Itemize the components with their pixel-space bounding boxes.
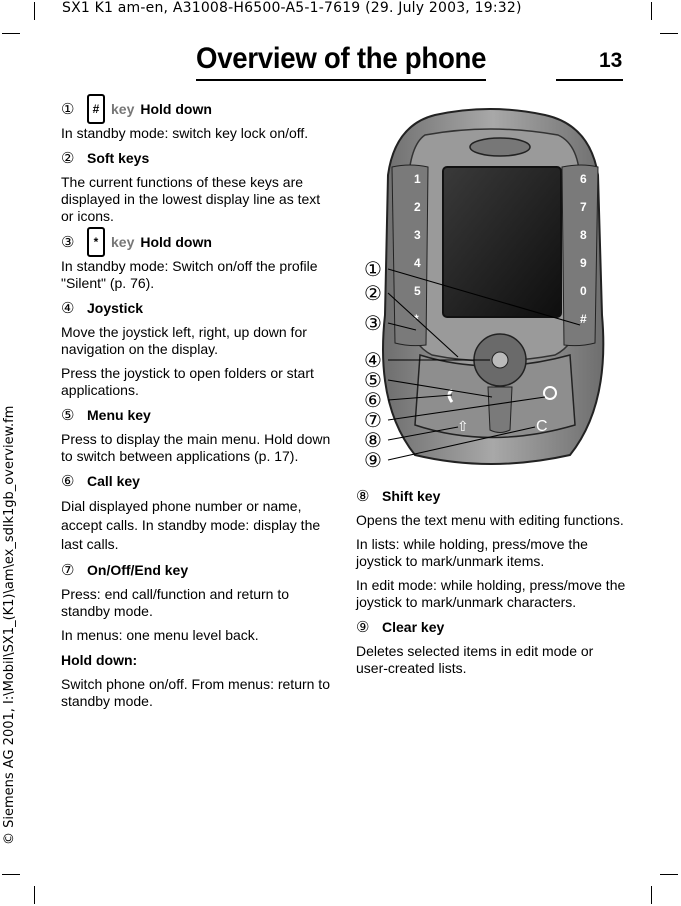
item-text: Switch phone on/off. From menus: return to standby mode. [61, 676, 330, 709]
key-7: 7 [580, 200, 587, 214]
item-text: In standby mode: switch key lock on/off. [61, 125, 309, 141]
key-6: 6 [580, 172, 587, 186]
item-title: Soft keys [87, 150, 150, 166]
crop-mark [2, 33, 20, 34]
item-title: Menu key [87, 407, 151, 423]
callout-2: ② [364, 281, 382, 305]
item-text: In edit mode: while holding, press/move the joystick to mark/unmark characters. [356, 577, 626, 610]
crop-mark [651, 886, 652, 904]
item-end-key [61, 562, 333, 644]
phone-screen [443, 167, 561, 317]
key-0: 0 [580, 284, 587, 298]
key-hash: # [580, 312, 587, 326]
key-word: key [111, 233, 135, 250]
joystick-center [492, 352, 508, 368]
hash-key-icon: # [87, 94, 105, 124]
callout-number: ⑦ [61, 562, 75, 579]
item-title: Shift key [382, 488, 441, 504]
item-soft-keys [61, 150, 333, 225]
item-menu-key [61, 407, 333, 465]
item-joystick [61, 300, 333, 399]
key-9: 9 [580, 256, 587, 270]
phone-illustration [340, 105, 640, 480]
crop-mark [2, 874, 20, 875]
callout-number: ② [61, 150, 75, 167]
item-title: Hold down [140, 100, 212, 117]
page-number-rule [556, 79, 623, 81]
callout-number: ⑧ [356, 488, 370, 505]
callout-number: ① [61, 100, 75, 118]
page-title: Overview of the phone [196, 42, 487, 75]
callout-number: ⑤ [61, 407, 75, 424]
callout-7: ⑦ [364, 408, 382, 432]
key-star: * [414, 312, 419, 326]
item-title: Joystick [87, 300, 144, 316]
item-silent-key [61, 233, 333, 292]
callout-6: ⑥ [364, 388, 382, 412]
item-text: Dial displayed phone number or name, accept calls. In standby mode: display the last calls. [61, 498, 321, 552]
star-key-icon: * [87, 227, 105, 257]
item-title: Call key [87, 473, 140, 489]
callout-5: ⑤ [364, 368, 382, 392]
item-text: Deletes selected items in edit mode or user-created lists. [356, 643, 594, 676]
item-title: Hold down: [61, 652, 138, 668]
right-column [356, 488, 626, 685]
item-text: Opens the text menu with editing functions. [356, 512, 624, 528]
item-text: In menus: one menu level back. [61, 627, 259, 643]
title-rule [196, 79, 486, 81]
menu-key [488, 387, 512, 433]
item-text: The current functions of these keys are displayed in the lowest display line as text or icons. [61, 174, 321, 224]
callout-4: ④ [364, 348, 382, 372]
callout-number: ④ [61, 300, 75, 317]
callout-3: ③ [364, 311, 382, 335]
item-title: On/Off/End key [87, 562, 189, 578]
key-1: 1 [414, 172, 421, 186]
shift-key-icon: ⇧ [457, 418, 469, 434]
item-call-key [61, 473, 333, 554]
callout-number: ⑨ [356, 619, 370, 636]
item-text: Move the joystick left, right, up down for navigation on the display. [61, 324, 307, 357]
item-lock-key [61, 100, 333, 142]
page-number: 13 [599, 49, 623, 72]
item-text: In lists: while holding, press/move the joystick to mark/unmark items. [356, 536, 588, 569]
key-2: 2 [414, 200, 421, 214]
item-hold-down [61, 652, 333, 710]
left-column [61, 100, 333, 718]
item-title: Clear key [382, 619, 445, 635]
key-5: 5 [414, 284, 421, 298]
callout-number: ⑥ [61, 473, 75, 490]
speaker-grille [470, 138, 530, 156]
crop-mark [651, 2, 652, 20]
crop-mark [34, 886, 35, 904]
item-title: Hold down [140, 233, 212, 250]
key-word: key [111, 100, 135, 117]
crop-mark [660, 33, 678, 34]
item-text: Press to display the main menu. Hold down to switch between applications (p. 17). [61, 431, 331, 464]
callout-8: ⑧ [364, 428, 382, 452]
item-clear-key [356, 619, 626, 677]
item-text: Press the joystick to open folders or start applications. [61, 365, 314, 398]
callout-number: ③ [61, 233, 75, 251]
callout-9: ⑨ [364, 448, 382, 472]
left-keypad [392, 165, 428, 346]
key-4: 4 [414, 256, 421, 270]
running-header: SX1 K1 am-en, A31008-H6500-A5-1-7619 (29. July 2003, 19:32) [62, 0, 522, 16]
item-text: In standby mode: Switch on/off the profile "Silent" (p. 76). [61, 258, 318, 291]
crop-mark [660, 874, 678, 875]
callout-1: ① [364, 257, 382, 281]
item-text: Press: end call/function and return to standby mode. [61, 586, 290, 619]
clear-key-icon: C [536, 418, 548, 435]
key-8: 8 [580, 228, 587, 242]
file-path-note: © Siemens AG 2001, I:\Mobil\SX1_(K1)\am\ex_sdlk1gb_overview.fm [2, 405, 17, 845]
key-3: 3 [414, 228, 421, 242]
crop-mark [34, 2, 35, 20]
item-shift-key [356, 488, 626, 611]
